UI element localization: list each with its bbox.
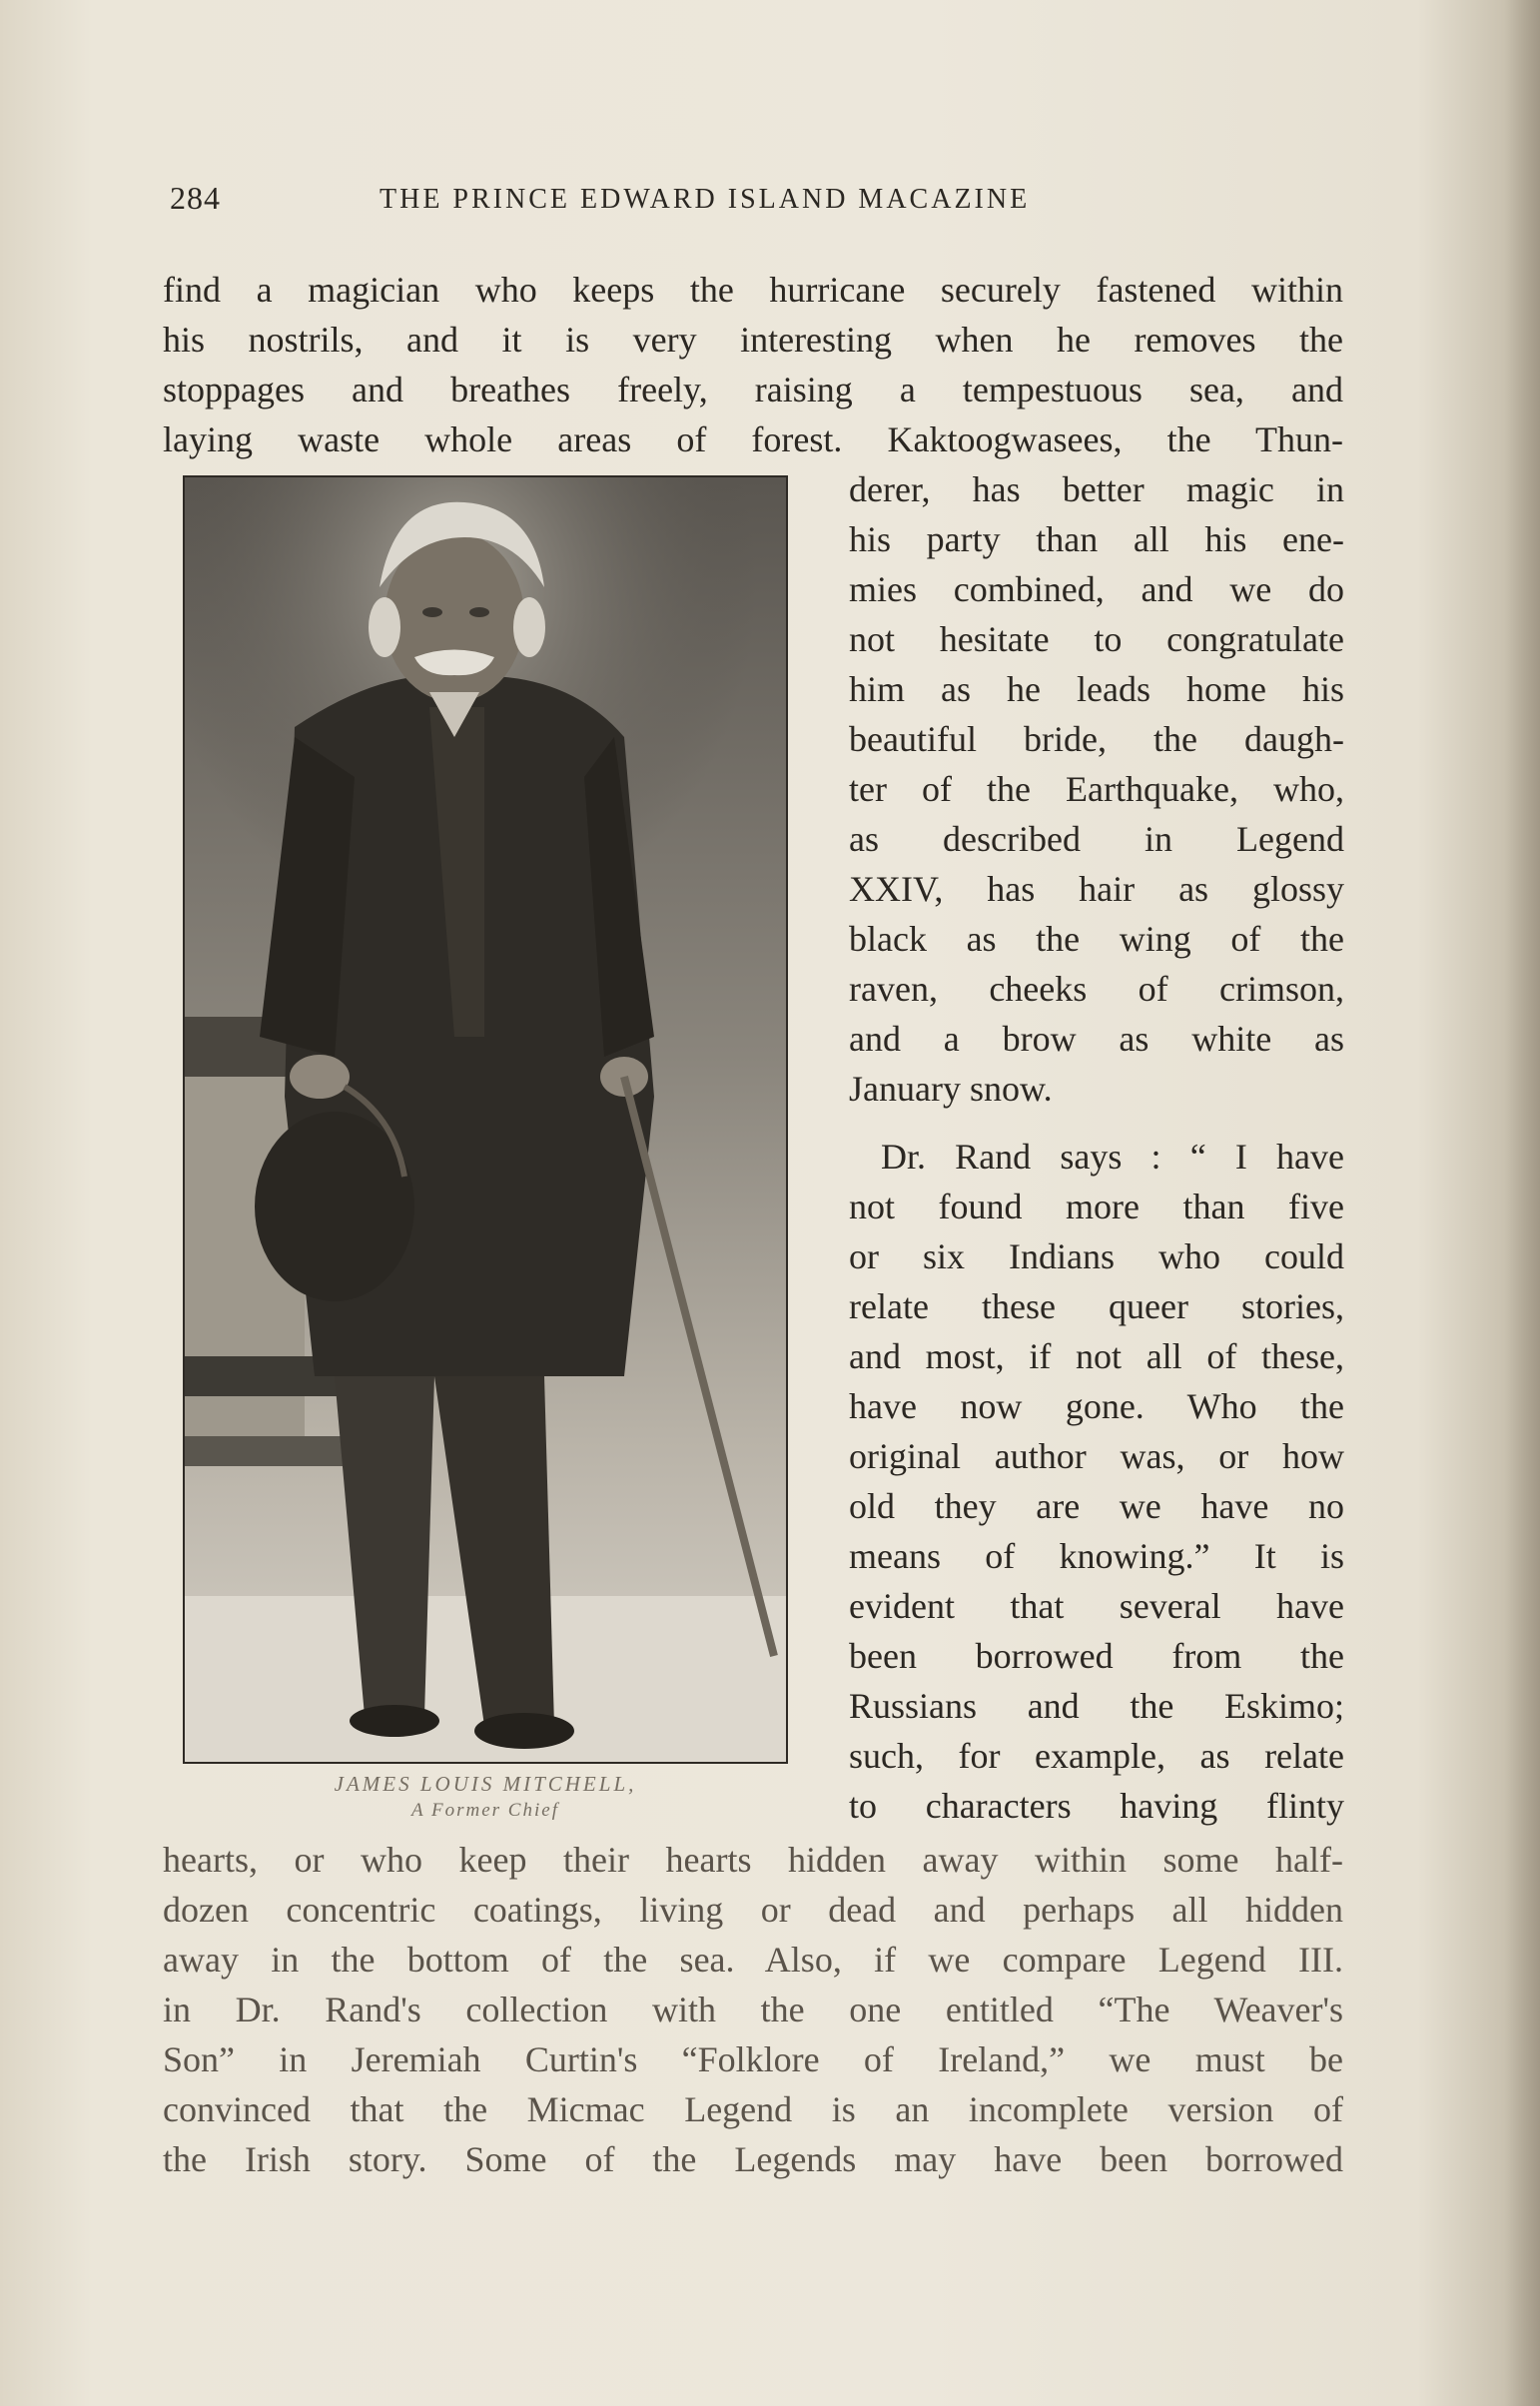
body-line: the Irish story. Some of the Legends may have been borrowed [163,2139,1343,2179]
body-line: old they are we have no [849,1486,1344,1526]
body-line: his nostrils, and it is very interesting when he removes the [163,320,1343,360]
body-line: mies combined, and we do [849,569,1344,609]
body-line: not hesitate to congratulate [849,619,1344,659]
body-line: derer, has better magic in [849,469,1344,509]
figure-caption-name: JAMES LOUIS MITCHELL, [334,1772,637,1796]
body-line: January snow. [849,1069,1053,1109]
body-line: original author was, or how [849,1436,1344,1476]
body-line: his party than all his ene- [849,519,1344,559]
body-line: such, for example, as relate [849,1736,1344,1776]
figure-caption-title: A Former Chief [411,1800,559,1821]
body-line: dozen concentric coatings, living or dead and perhaps all hidden [163,1890,1343,1930]
portrait-photograph [183,475,788,1764]
body-line: raven, cheeks of crimson, [849,969,1344,1009]
body-line: not found more than five [849,1187,1344,1226]
body-line: beautiful bride, the daugh- [849,719,1344,759]
body-line: him as he leads home his [849,669,1344,709]
body-line: stoppages and breathes freely, raising a tempestuous sea, and [163,370,1343,409]
body-line: have now gone. Who the [849,1386,1344,1426]
body-line: black as the wing of the [849,919,1344,959]
body-line: away in the bottom of the sea. Also, if we compare Legend III. [163,1940,1343,1980]
body-line: or six Indians who could [849,1236,1344,1276]
page-number: 284 [170,180,221,216]
body-line: Son” in Jeremiah Curtin's “Folklore of Ireland,” we must be [163,2039,1343,2079]
body-line: Dr. Rand says : “ I have [881,1137,1344,1177]
running-head: THE PRINCE EDWARD ISLAND MACAZINE [380,184,1031,215]
body-line: relate these queer stories, [849,1286,1344,1326]
body-line: to characters having flinty [849,1786,1344,1826]
body-line: and a brow as white as [849,1019,1344,1059]
page-header [170,180,1358,230]
body-line: in Dr. Rand's collection with the one entitled “The Weaver's [163,1990,1343,2029]
body-line: convinced that the Micmac Legend is an incomplete version of [163,2089,1343,2129]
body-line: ter of the Earthquake, who, [849,769,1344,809]
body-line: means of knowing.” It is [849,1536,1344,1576]
body-line: and most, if not all of these, [849,1336,1344,1376]
body-line: been borrowed from the [849,1636,1344,1676]
body-line: find a magician who keeps the hurricane securely fastened within [163,270,1343,310]
body-line: laying waste whole areas of forest. Kaktoogwasees, the Thun- [163,419,1343,459]
body-line: evident that several have [849,1586,1344,1626]
body-line: hearts, or who keep their hearts hidden away within some half- [163,1840,1343,1880]
body-line: Russians and the Eskimo; [849,1686,1344,1726]
body-line: as described in Legend [849,819,1344,859]
portrait-illustration [185,477,786,1762]
body-line: XXIV, has hair as glossy [849,869,1344,909]
page-edge-shadow [1504,0,1540,2406]
